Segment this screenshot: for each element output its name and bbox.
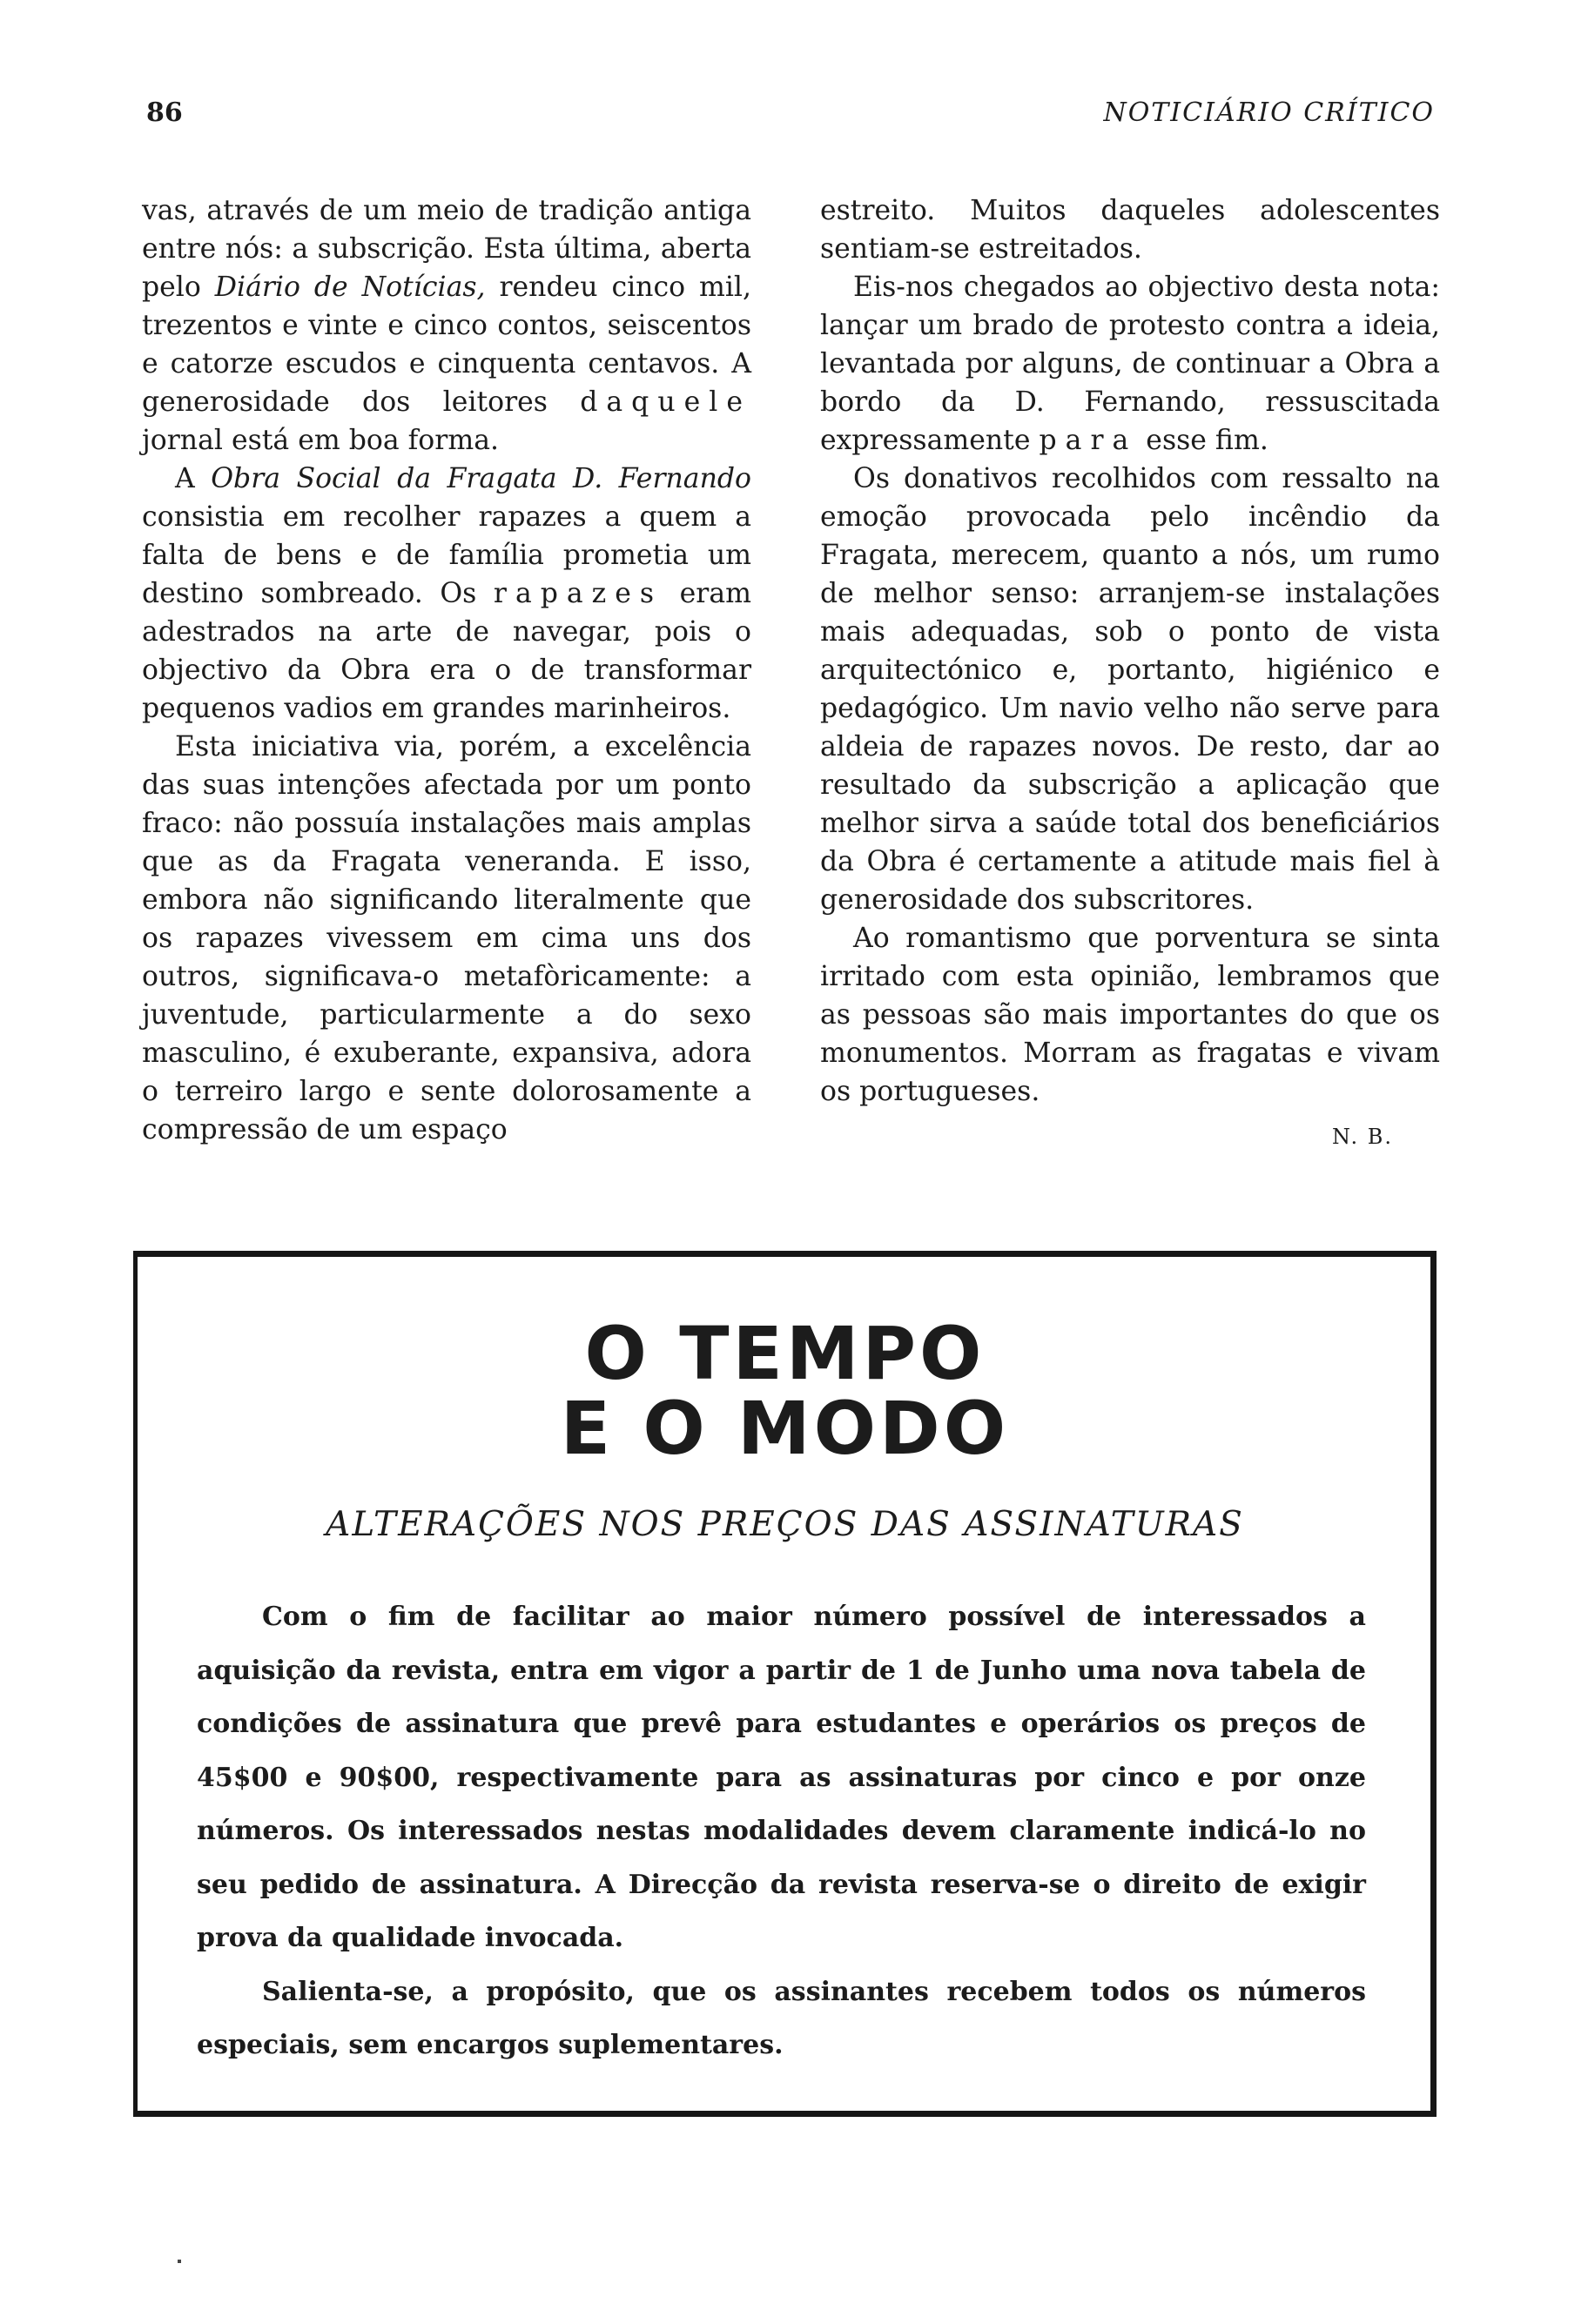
right-p2-start: Eis-nos chegados ao objectivo desta nota: lançar um brado de protesto contra a ideia, levantada por alguns, de continuar a Obra a bordo da D. Fernando, ressuscitada expressamente (820, 272, 1440, 456)
right-paragraph-4: Ao romantismo que porventura se sinta irritado com esta opinião, lembramos que as pessoas são mais importantes do que os monumentos. Morram as fragatas e vivam os portugueses. (820, 923, 1440, 1107)
right-paragraph-2 (820, 268, 1440, 460)
left-paragraph-2 (142, 460, 751, 728)
left-p1-end: jornal está em boa forma. (142, 425, 499, 456)
right-p2-spaced: para (1039, 425, 1138, 456)
ad-border-top (133, 1251, 1437, 1257)
left-paragraph-3: Esta iniciativa via, porém, a excelência das suas intenções afectada por um ponto fraco: não possuía instalações mais amplas que as da Fragata veneranda. E isso, embora não significando literalmente que os rapazes vivessem em cima uns dos outros, significava-o metafòricamente: a juventude, particularmente a do sexo masculino, é exuberante, expansiva, adora o terreiro largo e sente dolorosamente a compressão de um espaço (142, 731, 751, 1145)
right-paragraph-3: Os donativos recolhidos com ressalto na emoção provocada pelo incêndio da Fragata, merecem, quanto a nós, um rumo de melhor senso: arranjem-se instalações mais adequadas, sob o ponto de vista arquitectónico e, portanto, higiénico e pedagógico. Um navio velho não serve para aldeia de rapazes novos. De resto, dar ao resultado da subscrição a aplicação que melhor sirva a saúde total dos beneficiários da Obra é certamente a atitude mais fiel à generosidade dos subscritores. (820, 463, 1440, 916)
left-p2-end: eram adestrados na arte de navegar, pois o objectivo da Obra era o de transformar pequenos vadios em grandes marinheiros. (142, 578, 751, 724)
right-paragraph-1: estreito. Muitos daqueles adolescentes sentiam-se estreitados. (820, 195, 1440, 265)
left-p2-rest: consistia em recolher rapazes a quem a falta de bens e de família prometia um destino sombreado. Os (142, 501, 751, 609)
left-p1-spaced: daquele (580, 386, 751, 418)
left-paragraph-1 (142, 191, 751, 460)
right-column (820, 191, 1440, 1156)
right-p2-end: esse fim. (1137, 425, 1268, 456)
left-p2-italic: Obra Social da Fragata D. Fernando (211, 463, 751, 494)
ad-border-bottom (133, 2111, 1437, 2117)
ad-paragraph-1: Com o fim de facilitar ao maior número possível de interessados a aquisição da revista, entra em vigor a partir de 1 de Junho uma nova tabela de condições de assinatura que prevê para estudantes e operários os preços de 45$00 e 90$00, respectivamente para as assinaturas por cinco e por onze números. Os interessados nestas modalidades devem claramente indicá-lo no seu pedido de assinatura. A Direcção da revista reserva-se o direito de exigir prova da qualidade invocada. (197, 1602, 1366, 1953)
magazine-title (133, 1311, 1437, 1471)
left-p1-text: vas, através de um meio de tradição antiga entre nós: a subscrição. Esta última, aberta pelo (142, 195, 751, 303)
running-head: NOTICIÁRIO CRÍTICO (1103, 97, 1435, 128)
page-header (146, 97, 1435, 139)
left-p2-start: A (175, 463, 212, 494)
author-signature: N. B. (1332, 1125, 1393, 1149)
subscription-advertisement (133, 1251, 1437, 2117)
left-p2-spaced: rapazes (493, 578, 663, 609)
print-speck (178, 2260, 181, 2263)
left-p1-rest: rendeu cinco mil, trezentos e vinte e cinco contos, seiscentos e catorze escudos e cinquenta centavos. A generosidade dos leitores (142, 272, 752, 418)
left-column (142, 191, 751, 1149)
left-p1-italic: Diário de Notícias, (214, 272, 486, 303)
magazine-title-line-1: O TEMPO (584, 1311, 986, 1396)
magazine-title-line-2: E O MODO (560, 1386, 1010, 1471)
page-number: 86 (146, 97, 183, 128)
ad-paragraph-2: Salienta-se, a propósito, que os assinantes recebem todos os números especiais, sem encargos suplementares. (197, 1976, 1366, 2060)
ad-body (197, 1590, 1366, 2072)
ad-subtitle: ALTERAÇÕES NOS PREÇOS DAS ASSINATURAS (326, 1505, 1244, 1544)
